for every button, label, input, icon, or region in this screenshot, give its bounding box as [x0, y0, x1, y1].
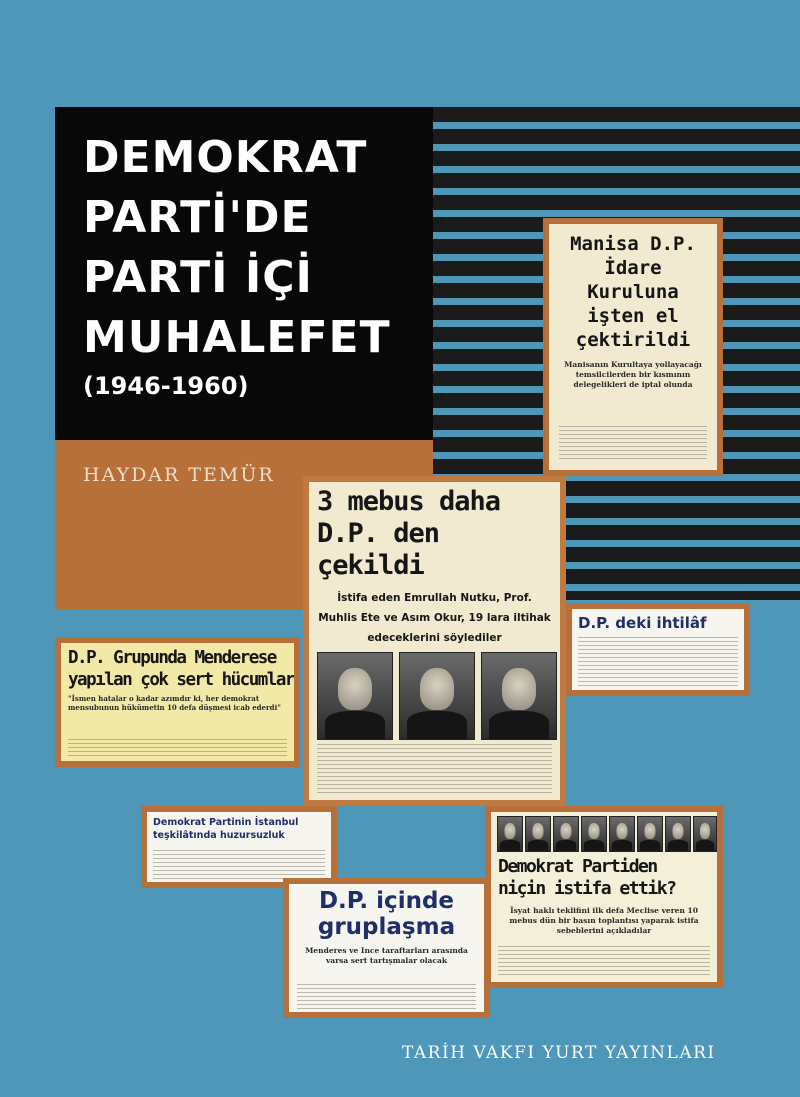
- clipping-manisa-headline-3: işten el: [587, 305, 679, 327]
- clipping-grouping-headline-1: D.P. içinde: [318, 888, 455, 914]
- portrait-photo-2: [399, 652, 475, 740]
- publisher-name: TARİH VAKFI YURT YAYINLARI: [402, 1043, 716, 1063]
- clipping-grup-text-lines: [68, 739, 287, 759]
- clipping-istifa-headline-2: niçin istifa ettik?: [498, 878, 676, 899]
- clipping-manisa: [543, 218, 723, 476]
- clipping-mebus-headline-2: D.P. den çekildi: [317, 518, 440, 581]
- strip-photo-5: [609, 816, 635, 852]
- portrait-photo-3: [481, 652, 557, 740]
- clipping-mebus-headline-1: 3 mebus daha: [317, 486, 501, 517]
- clipping-istifa-text-lines: [498, 946, 710, 978]
- strip-photo-6: [637, 816, 663, 852]
- clipping-istifa: [485, 806, 723, 988]
- clipping-manisa-headline-1: Manisa D.P.: [570, 233, 696, 255]
- clipping-grup-subhead: "İsmen hatalar o kadar azımdır ki, her demokrat mensubunun hükümetin 10 defa düşmesi icab ederdi": [68, 694, 281, 712]
- book-subtitle: (1946-1960): [83, 372, 249, 400]
- clipping-grup-headline-2: yapılan çok sert hücumlar: [68, 670, 294, 690]
- clipping-manisa-text-lines: [559, 426, 707, 462]
- strip-photo-1: [497, 816, 523, 852]
- clipping-grup-headline-1: D.P. Grupunda Menderese: [68, 648, 276, 668]
- book-title-line-2: PARTİ'DE: [83, 192, 312, 243]
- clipping-istanbul-text-lines: [153, 850, 325, 880]
- clipping-ihtilaf-text-lines: [578, 637, 738, 687]
- clipping-mebus-text-lines: [317, 744, 552, 796]
- clipping-mebus-subhead: İstifa eden Emrullah Nutku, Prof. Muhlis Ete ve Asım Okur, 19 lara iltihak edeceklerini söylediler: [318, 592, 551, 644]
- author-name: HAYDAR TEMÜR: [83, 464, 275, 486]
- clipping-manisa-headline-4: çektirildi: [575, 329, 691, 351]
- book-title-line-3: PARTİ İÇİ: [83, 252, 313, 303]
- clipping-mebus: [303, 476, 566, 806]
- book-title-line-1: DEMOKRAT: [83, 132, 368, 183]
- book-title-line-4: MUHALEFET: [83, 312, 391, 363]
- clipping-istifa-headline-1: Demokrat Partiden: [498, 856, 657, 877]
- clipping-grouping: [283, 878, 490, 1018]
- clipping-grouping-subhead: Menderes ve Ince taraftarları arasında varsa sert tartışmalar olacak: [305, 946, 468, 965]
- portrait-photo-1: [317, 652, 393, 740]
- strip-photo-4: [581, 816, 607, 852]
- strip-photo-7: [665, 816, 691, 852]
- clipping-grouping-headline-2: gruplaşma: [317, 914, 456, 940]
- clipping-manisa-subhead: Manisanın Kurultaya yollayacağı temsilcilerden bir kısmının delegelikleri de iptal olunda: [564, 360, 702, 389]
- clipping-grup: [55, 637, 300, 767]
- clipping-manisa-headline-2: İdare Kuruluna: [587, 257, 679, 303]
- clipping-istifa-subhead: İsyat haklı teklifini ilk defa Meclise veren 10 mebus dün bir basın toplantısı yaparak istifa sebeblerini açıkladılar: [509, 906, 699, 935]
- clipping-istanbul: [141, 806, 337, 888]
- strip-photo-3: [553, 816, 579, 852]
- strip-photo-8: [693, 816, 717, 852]
- strip-photo-2: [525, 816, 551, 852]
- clipping-ihtilaf-headline: D.P. deki ihtilâf: [578, 614, 707, 632]
- clipping-ihtilaf: [566, 603, 750, 696]
- clipping-istanbul-headline-1: Demokrat Partinin İstanbul: [153, 817, 299, 828]
- clipping-istanbul-headline-2: teşkilâtında huzursuzluk: [153, 830, 285, 841]
- clipping-grouping-text-lines: [297, 984, 476, 1010]
